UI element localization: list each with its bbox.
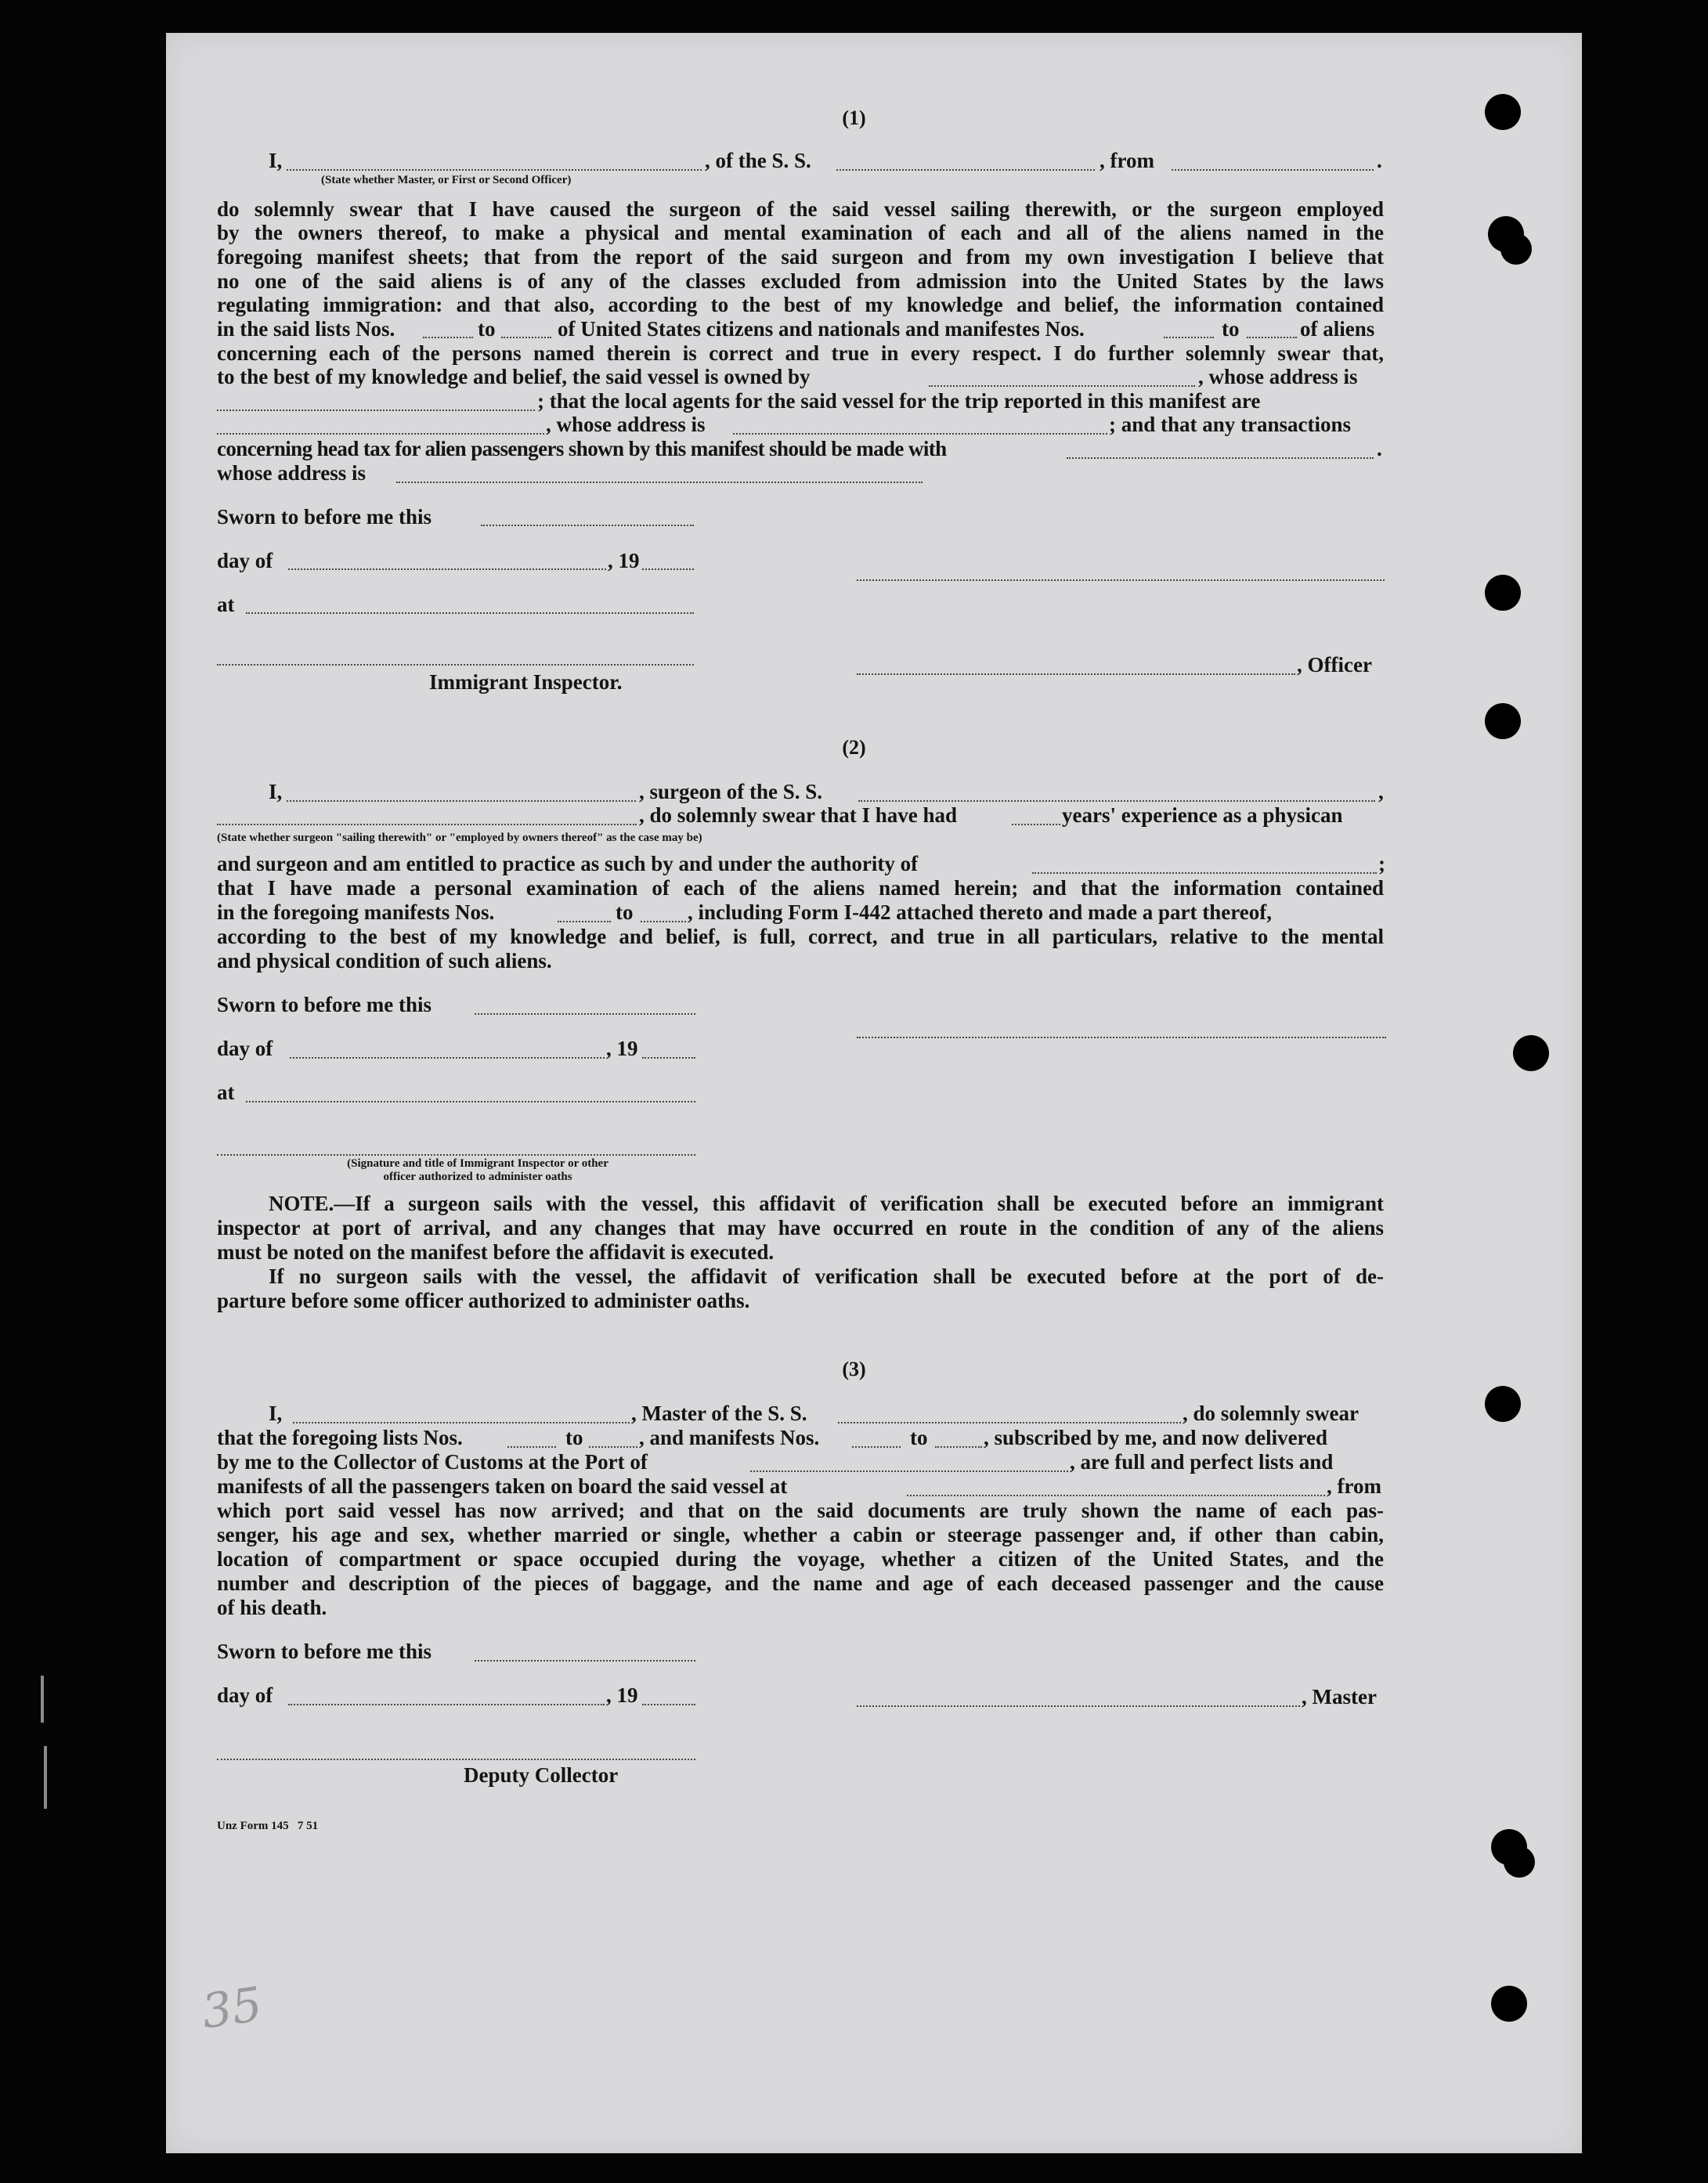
s2-body-line: according to the best of my knowledge and belief, is full, correct, and true in all particulars, relative to the mental (217, 925, 1384, 948)
s2-authority-semi: ; (1378, 852, 1385, 875)
s2-note-line: inspector at port of arrival, and any changes that may have occurred en route in the condition of any of the aliens (217, 1216, 1384, 1239)
punch-hole (1513, 1035, 1549, 1071)
s2-vessel-blank (858, 800, 1375, 802)
s2-manifests-to-blank (641, 921, 686, 922)
s3-collector-label: Deputy Collector (464, 1763, 619, 1787)
s3-collector-port: by me to the Collector of Customs at the Port of (217, 1450, 648, 1474)
section-1-heading: (1) (842, 106, 866, 129)
s3-master-label: , Master (1302, 1685, 1377, 1709)
punch-hole (1485, 703, 1521, 739)
s2-surgeon-signature-line (857, 1037, 1386, 1038)
s3-collector-signature-line (217, 1759, 695, 1760)
s3-lists-to-blank (589, 1446, 637, 1448)
s3-day-of: day of (217, 1683, 273, 1707)
s3-manifests-label: , and manifests Nos. (639, 1426, 820, 1449)
s1-head-tax-period: . (1377, 437, 1382, 460)
handwritten-page-mark: 35 (198, 1977, 265, 2040)
scan-edge-mark (44, 1746, 47, 1809)
s3-solemnly-swear: , do solemnly swear (1183, 1402, 1359, 1425)
s2-authority-blank (1032, 872, 1377, 874)
s2-years-experience: years' experience as a physican (1062, 803, 1343, 827)
s1-local-agents: ; that the local agents for the said vessel for the trip reported in this manifest are (537, 389, 1261, 413)
s3-manifests-to-blank (935, 1446, 982, 1448)
s2-years-blank (1012, 824, 1060, 825)
s1-from: , from (1100, 149, 1154, 172)
s3-sworn-blank (475, 1660, 695, 1662)
section-3-heading: (3) (842, 1358, 866, 1380)
s3-manifests-to: to (910, 1426, 928, 1449)
s3-year-blank (642, 1704, 695, 1705)
s3-master-name-blank (293, 1422, 630, 1423)
s1-lists-label: in the said lists Nos. (217, 317, 395, 341)
s1-owner-address-label: , whose address is (1198, 365, 1358, 388)
s3-master-signature-line (857, 1705, 1300, 1707)
s3-day-blank (288, 1704, 605, 1705)
s1-owned-by: to the best of my knowledge and belief, the said vessel is owned by (217, 365, 811, 388)
s2-authority: and surgeon and am entitled to practice as such by and under the authority of (217, 852, 919, 875)
s2-year: , 19 (606, 1037, 638, 1060)
s2-note-line: must be noted on the manifest before the affidavit is executed. (217, 1240, 775, 1264)
s2-manifests-from-blank (558, 921, 611, 922)
s2-inspector-signature-line (217, 1154, 695, 1156)
s1-day-blank (288, 568, 606, 570)
s3-lists-to: to (565, 1426, 583, 1449)
s1-of-aliens: of aliens (1300, 317, 1375, 341)
s3-vessel-blank (838, 1422, 1181, 1423)
s1-inspector-label: Immigrant Inspector. (429, 670, 623, 694)
s3-body-line: which port said vessel has now arrived; and that on the said documents are truly shown the name of each pas- (217, 1499, 1384, 1522)
s1-officer-signature-line (857, 579, 1385, 581)
s1-whose-address: whose address is (217, 461, 367, 485)
s2-note-line: If no surgeon sails with the vessel, the affidavit of verification shall be executed before at the port of de- (269, 1265, 1384, 1288)
s1-body-line: no one of the said aliens is of any of the classes excluded from admission into the United States by the laws (217, 269, 1384, 293)
s3-lists-label: that the foregoing lists Nos. (217, 1426, 463, 1449)
s1-at: at (217, 593, 235, 616)
s3-manifests-from-blank (852, 1446, 901, 1448)
section-2-heading: (2) (842, 736, 866, 759)
s1-day-of: day of (217, 549, 273, 572)
s2-manifests-label: in the foregoing manifests Nos. (217, 900, 495, 924)
form-id: Unz Form 145 7 51 (217, 1820, 319, 1832)
s3-body-line: location of compartment or space occupied during the voyage, whether a citizen of the United States, and the (217, 1547, 1384, 1571)
s1-head-tax: concerning head tax for alien passengers shown by this manifest should be made with (217, 437, 947, 460)
s3-master-of: , Master of the S. S. (631, 1402, 807, 1425)
s2-body-line: that I have made a personal examination of each of the aliens named herein; and that the information contained (217, 876, 1384, 900)
s1-manifests-to: to (1222, 317, 1240, 341)
s1-body-line: concerning each of the persons named therein is correct and true in every respect. I do further solemnly swear that, (217, 341, 1384, 365)
s2-form-i442: , including Form I-442 attached thereto and made a part thereof, (688, 900, 1272, 924)
s1-period: . (1377, 149, 1382, 172)
s1-owner-blank (929, 385, 1195, 387)
s2-sworn-blank (475, 1013, 695, 1015)
s1-officer-note: (State whether Master, or First or Second Officer) (321, 174, 572, 186)
s3-body-line: senger, his age and sex, whether married or single, whether a cabin or steerage passenger and, if other than cabin, (217, 1523, 1384, 1546)
s1-year: , 19 (608, 549, 640, 572)
punch-hole (1485, 1386, 1521, 1422)
s2-note-line: parture before some officer authorized to administer oaths. (217, 1289, 750, 1312)
s1-agents-address-label: , whose address is (546, 413, 706, 436)
s3-from: , from (1327, 1474, 1381, 1498)
s2-day-of: day of (217, 1037, 273, 1060)
s3-taken-on-board: manifests of all the passengers taken on board the said vessel at (217, 1474, 788, 1498)
s1-lists-to: to (478, 317, 496, 341)
s2-day-blank (290, 1057, 605, 1059)
s1-of-ss: , of the S. S. (705, 149, 811, 172)
scan-edge-mark (41, 1676, 44, 1723)
s1-transactions: ; and that any transactions (1109, 413, 1352, 436)
s1-year-blank (642, 568, 694, 570)
s3-body-line: of his death. (217, 1596, 327, 1619)
s1-body-line: by the owners thereof, to make a physical and mental examination of each and all of the aliens named in the (217, 221, 1384, 244)
s1-officer-name-line (857, 673, 1295, 675)
s2-body-line: and physical condition of such aliens. (217, 949, 552, 972)
s2-at: at (217, 1081, 235, 1104)
s1-body-line: foregoing manifest sheets; that from the report of the said surgeon and from my own investigation I believe that (217, 245, 1384, 269)
s1-citizens-text: of United States citizens and nationals and manifestes Nos. (558, 317, 1085, 341)
s2-year-blank (642, 1057, 695, 1059)
s1-inspector-signature-line (217, 664, 694, 666)
s1-head-tax-blank (1067, 457, 1374, 459)
s3-i: I, (269, 1402, 283, 1425)
punch-hole (1491, 1829, 1527, 1865)
s2-comma: , (1378, 780, 1384, 803)
s3-body-line: number and description of the pieces of baggage, and the name and age of each deceased passenger and the cause (217, 1571, 1384, 1595)
s1-manifests-from-blank (1164, 337, 1214, 338)
s2-note-line: NOTE.—If a surgeon sails with the vessel, this affidavit of verification shall be executed before an immigrant (269, 1192, 1384, 1215)
s1-lists-to-blank (501, 337, 551, 338)
s2-sworn: Sworn to before me this (217, 993, 432, 1016)
s1-vessel-blank (836, 169, 1095, 171)
s1-at-blank (246, 612, 694, 614)
s1-officer-blank (287, 169, 702, 171)
s1-sworn-blank (481, 525, 694, 526)
s2-capacity-note: (State whether surgeon "sailing therewith" or "employed by owners thereof" as the case may be) (217, 832, 702, 844)
s3-year: , 19 (606, 1683, 638, 1707)
s1-body-line: do solemnly swear that I have caused the surgeon of the said vessel sailing therewith, or the surgeon employed (217, 197, 1384, 221)
s2-name-blank (287, 800, 636, 802)
s1-agents-address-blank (733, 433, 1107, 435)
s2-signature-note-line: officer authorized to administer oaths (383, 1171, 572, 1183)
punch-hole (1491, 1986, 1527, 2022)
s3-lists-from-blank (507, 1446, 556, 1448)
s1-from-blank (1172, 169, 1374, 171)
s2-manifests-to: to (616, 900, 634, 924)
s1-lists-from-blank (423, 337, 473, 338)
s1-sworn: Sworn to before me this (217, 505, 432, 529)
s1-manifests-to-blank (1247, 337, 1297, 338)
s2-capacity-blank (217, 824, 637, 825)
s1-body-line: regulating immigration: and that also, according to the best of my knowledge and belief, the information contained (217, 293, 1384, 316)
s2-surgeon-of: , surgeon of the S. S. (639, 780, 823, 803)
s3-subscribed: , subscribed by me, and now delivered (984, 1426, 1328, 1449)
s1-head-tax-address-blank (396, 482, 923, 483)
punch-hole (1488, 216, 1524, 252)
s1-officer-label: , Officer (1297, 653, 1372, 677)
s3-sworn: Sworn to before me this (217, 1640, 432, 1663)
s1-agents-blank (217, 433, 544, 435)
s2-signature-note-line: (Signature and title of Immigrant Inspector or other (347, 1157, 608, 1170)
s1-i: I, (269, 149, 283, 172)
s3-port-blank (750, 1470, 1068, 1472)
s3-full-perfect: , are full and perfect lists and (1070, 1450, 1334, 1474)
punch-hole (1485, 575, 1521, 611)
s1-owner-address-blank (217, 410, 535, 411)
s3-boarding-port-blank (907, 1495, 1325, 1496)
s2-i: I, (269, 780, 283, 803)
s2-signature-note (258, 1157, 697, 1184)
s2-at-blank (246, 1101, 695, 1102)
s2-swear: , do solemnly swear that I have had (639, 803, 958, 827)
